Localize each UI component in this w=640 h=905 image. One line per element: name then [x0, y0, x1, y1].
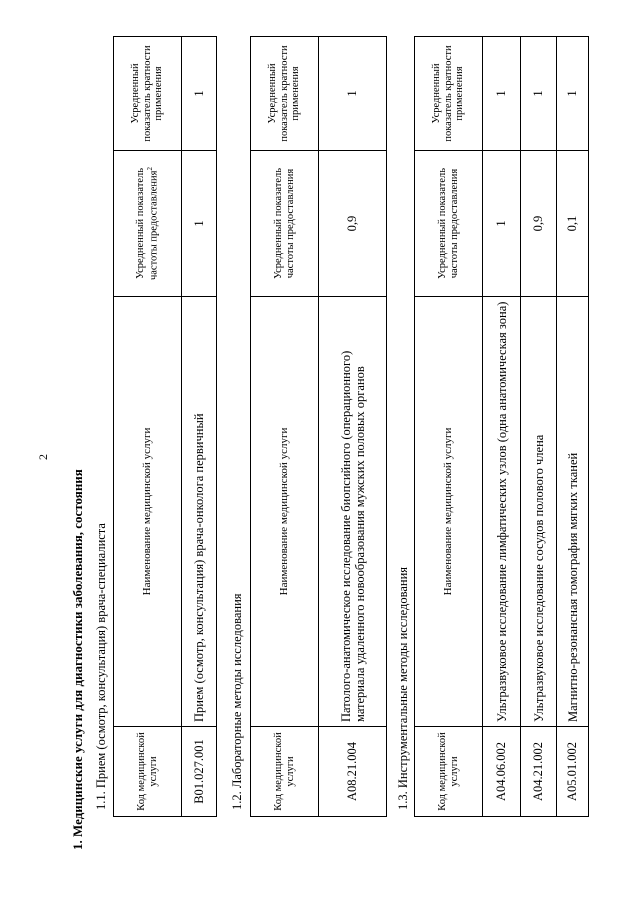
service-code: B01.027.001 [182, 727, 217, 817]
section-table-1-2 [250, 36, 387, 817]
header-name: Наименование медицинской услуги [251, 297, 319, 727]
header-name: Наименование медицинской услуги [114, 297, 182, 727]
table-header-row [114, 37, 182, 817]
service-multiplicity: 1 [483, 37, 521, 151]
section-table-1-1 [113, 36, 217, 817]
service-frequency: 1 [483, 151, 521, 297]
service-frequency: 0,9 [521, 151, 557, 297]
service-frequency: 1 [182, 151, 217, 297]
service-frequency: 0,1 [557, 151, 589, 297]
main-heading: 1. Медицинские услуги для диагностики заболевания, состояния [70, 469, 85, 850]
service-code: A04.21.002 [521, 727, 557, 817]
service-code: A08.21.004 [319, 727, 387, 817]
section-title-1-1: 1.1. Прием (осмотр, консультация) врача-специалиста [94, 523, 108, 810]
page-number: 2 [36, 454, 50, 460]
header-mult: Усредненный показатель кратности применения [114, 37, 182, 151]
service-code: A05.01.002 [557, 727, 589, 817]
service-multiplicity: 1 [182, 37, 217, 151]
header-freq: Усредненный показатель частоты предоставления [415, 151, 483, 297]
table-row [319, 37, 387, 817]
service-name: Магнитно-резонансная томография мягких тканей [557, 297, 589, 727]
service-name: Патолого-анатомическое исследование биопсийного (операционного) материала удаленного новообразования мужских половых органов [319, 297, 387, 727]
service-code: A04.06.002 [483, 727, 521, 817]
section-title-1-2: 1.2. Лабораторные методы исследования [230, 593, 244, 810]
header-name: Наименование медицинской услуги [415, 297, 483, 727]
table-row [483, 37, 521, 817]
table-header-row [415, 37, 483, 817]
service-name: Прием (осмотр, консультация) врача-онколога первичный [182, 297, 217, 727]
service-multiplicity: 1 [319, 37, 387, 151]
header-freq: Усредненный показатель частоты предоставления [251, 151, 319, 297]
table-row [182, 37, 217, 817]
header-code: Код медицинской услуги [415, 727, 483, 817]
table-header-row [251, 37, 319, 817]
header-mult: Усредненный показатель кратности применения [251, 37, 319, 151]
footnote-marker: 2 [145, 167, 154, 171]
table-row [521, 37, 557, 817]
service-frequency: 0,9 [319, 151, 387, 297]
service-multiplicity: 1 [557, 37, 589, 151]
header-freq-text: Усредненный показатель частоты предоставления [135, 167, 160, 281]
header-code: Код медицинской услуги [251, 727, 319, 817]
header-freq [114, 151, 182, 297]
section-table-1-3 [414, 36, 589, 817]
table-row [557, 37, 589, 817]
service-multiplicity: 1 [521, 37, 557, 151]
service-name: Ультразвуковое исследование лимфатических узлов (одна анатомическая зона) [483, 297, 521, 727]
service-name: Ультразвуковое исследование сосудов полового члена [521, 297, 557, 727]
section-title-1-3: 1.3. Инструментальные методы исследования [396, 566, 410, 810]
header-code: Код медицинской услуги [114, 727, 182, 817]
header-mult: Усредненный показатель кратности применения [415, 37, 483, 151]
